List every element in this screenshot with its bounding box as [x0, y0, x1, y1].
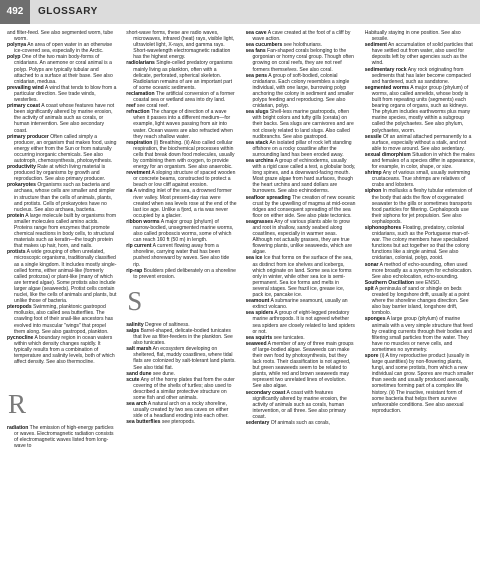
glossary-entry [7, 249, 117, 305]
glossary-definition: An accumulation of solid particles that have settled out from water, also used for deposits left by other agencies such as the wind. [371, 42, 473, 67]
section-letter-heading: S [127, 285, 143, 316]
glossary-term: sponges [364, 316, 386, 323]
glossary-entry [126, 188, 237, 219]
column-2 [126, 30, 236, 570]
glossary-entry [364, 151, 475, 171]
glossary-entry [364, 66, 475, 85]
glossary-entry [364, 42, 475, 67]
glossary-term: segmented worms [364, 84, 410, 91]
glossary-term: spit [364, 285, 374, 292]
glossary-entry [245, 139, 356, 158]
glossary-term: seamount [245, 298, 270, 305]
glossary-body [7, 30, 475, 570]
glossary-term: polynya [7, 42, 27, 49]
glossary-definition: A major group (phylum) of narrow-bodied, unsegmented marine worms, also called proboscis worms, some of which can reach 160 ft (50 m) in length. [133, 218, 234, 244]
glossary-definition: A large molecule built by organisms from smaller molecules called amino acids. Proteins range from enzymes that promote chemical reactions in body cells, to structural materials such as keratin—the tough protein that makes up hair, horn, and nails. [14, 212, 117, 250]
glossary-term: seagrasses [245, 218, 274, 225]
glossary-definition: A winding inlet of the sea, a drowned former river valley. Most present-day rias were created when sea levels rose at the end of the last ice age. Unlike a fjord, a ria was never occupied by a glacier. [133, 188, 237, 219]
glossary-entry [126, 243, 236, 268]
glossary-term: respiration [126, 139, 153, 146]
glossary-term: sea fans [245, 48, 266, 55]
glossary-term: sea spiders [245, 310, 274, 317]
glossary-definition: Often called simply a producer, an organism that makes food, using energy either from the Sun or from naturally occurring inorganic chemicals. See also autotroph, chemosynthesis, photosynthesis. [14, 133, 117, 164]
glossary-entry [7, 164, 117, 183]
glossary-definition: and filter-feed. See also segmented worm, tube worm. [7, 30, 114, 43]
glossary-term: siphon [364, 188, 382, 195]
glossary-entry [245, 298, 356, 311]
glossary-entry [126, 60, 236, 91]
glossary-definition: Shell-less marine gastropods, often with bright colors and tufty gills (cerata) on their backs. Sea slugs are carnivores and are not closely related to land slugs. Also called nudibranchs. See also gastropod. [252, 109, 354, 140]
glossary-definition: A wide grouping of often unrelated, microscopic organisms, traditionally classified as a single kingdom. It includes mostly single-celled forms, either animal-like (formerly called protozoa) or plant-like (many of which are termed algae). Some protists also include larger algae (seaweeds). Protist cells contain nuclei, like the cells of animals and plants, but unlike those of bacteria. [14, 249, 117, 305]
glossary-entry [7, 212, 117, 250]
glossary-definition: One of the two main body-forms of cnidarians. An anemone or coral animal is a polyp. Polyps are typically tubular and attached to a surface at their base. See also cnidarian, medusa. [14, 54, 113, 85]
glossary-term: sea cave [245, 30, 267, 36]
glossary-definition: In mollusks a fleshy tubular extension of the body that aids the flow of oxygenated seawater to the gills or sometimes transports food particles for filtering. Cephalopods use their siphons for jet propulsion. See also cephalopods. [371, 188, 473, 225]
glossary-entry [245, 48, 356, 73]
glossary-entry [7, 103, 117, 134]
glossary-definition: A group of soft-bodied, colonial cnidarians. Each colony resembles a single individual, with one large, burrowing polyp anchoring the colony in sediment and smaller polyps feeding and reproducing. See also cnidarian, polyp. [252, 72, 354, 110]
glossary-definition: A method of echo-sounding, often used more broadly as a synonym for echolocation. See also echolocation, echo-sounding. [371, 261, 473, 280]
glossary-term: primary coast [7, 103, 41, 110]
glossary-term: protists [7, 249, 26, 256]
column-1 [7, 30, 117, 570]
glossary-definition: A natural arch on a rocky shoreline, usually created by two sea caves on either side of a headland eroding into each other. [133, 401, 229, 420]
glossary-term: reclamation [126, 90, 155, 97]
glossary-definition: Fan-shaped corals belonging to the gorgonian or horny coral group. Though often growing on coral reefs, they are not reef formers themselves. See also coral. [252, 48, 354, 73]
glossary-entry [245, 340, 356, 390]
glossary-term: protein [7, 212, 25, 219]
glossary-entry [364, 316, 475, 353]
glossary-definition: A major group (phylum) of worms, also called annelids, whose body is built from repeating units (segments) each bearing organs of organs, such as kidneys. The phylum includes earthworms plus many marine species, mostly within a subgroup called the polychaetes. See also phylum, polychaetes, worm. [371, 84, 471, 134]
glossary-definition: A wind that tends to blow from a particular direction. See trade winds, westerlies. [14, 84, 117, 104]
glossary-term: revetment [126, 170, 151, 177]
glossary-term: productivity [7, 164, 36, 171]
glossary-entry [364, 285, 475, 317]
glossary-definition: see pteropods. [161, 419, 196, 426]
glossary-entry [126, 401, 236, 420]
glossary-term: spore [364, 352, 379, 359]
glossary-definition: see holothurians. [283, 42, 323, 49]
glossary-term: rip-rap [126, 267, 143, 274]
column-4 [365, 30, 475, 570]
glossary-term: shrimp [364, 170, 382, 177]
glossary-definition: Floating, predatory, colonial cnidarians, such as the Portuguese man-of-war. The colony members have specialized functions but act together so that the colony functions like a single animal. See also cnidarian, colonial, polyp, zooid. [371, 225, 470, 262]
glossary-entry [126, 90, 236, 104]
glossary-entry [245, 194, 356, 219]
glossary-term: salps [126, 327, 140, 334]
glossary-term: Southern Oscillation [364, 279, 415, 286]
glossary-definition: Rate at which living material is produced by organisms by growth and reproduction. See also primary producer. [14, 164, 106, 183]
glossary-term: salt marsh [126, 346, 152, 353]
glossary-definition: A large group (phylum) of marine animals with a very simple structure that feed by creating currents through their bodies and filtering small particles from the water. They have no muscles or nerve cells, and sometimes no symmetry. [371, 316, 473, 353]
glossary-term: sea cucumbers [245, 42, 283, 49]
glossary-definition: (i) Breathing. (ii) Also called cellular respiration, the biochemical processes within cells that break down food molecules, usually by combining them with oxygen, to provide energy for an organism. See also anaerobic. [133, 139, 235, 171]
glossary-definition: A peninsula of sand or shingle on beds created by longshore drift, usually at a point where the shoreline changes direction. See also bay barrier island, longshore drift, tombolo. [371, 285, 470, 317]
page-header [0, 0, 480, 24]
glossary-definition: The emission of high-energy particles or waves. Electromagnetic radiation consists of electromagnetic waves listed from long-wave to [14, 425, 114, 450]
glossary-definition: An isolated pillar of rock left standing offshore on a rocky coastline after the surrounding land has been eroded away. [252, 139, 352, 158]
glossary-term: radiation [7, 425, 29, 432]
glossary-definition: An area of open water in an otherwise ice-covered sea, especially in the Arctic. [14, 42, 113, 55]
section-letter-heading: R [8, 389, 27, 420]
glossary-entry [364, 225, 475, 262]
glossary-term: sexual dimorphism [364, 151, 411, 158]
glossary-definition: Degree of saltiness. [145, 321, 190, 328]
glossary-definition: An ecosystem developing on sheltered, flat, muddy coastlines, where tidal flats are colonized by salt-tolerant land plants. See also tidal flat. [133, 346, 236, 371]
glossary-entry [364, 170, 475, 189]
glossary-definition: Barrel-shaped, delicate-bodied tunicates that live as filter-feeders in the plankton. See also tunicates. [133, 327, 233, 347]
page-number: 492 [0, 0, 30, 24]
glossary-definition: A member of any of three main groups of large-bodied algae. Seaweeds can make their own food by photosynthesis, but they lack roots. Their classification is not agreed, but green seaweeds seem to be related to plants, while red and brown seaweeds may represent two unrelated lines of evolution. See also algae. [252, 340, 354, 390]
glossary-definition: Of an animal attached permanently to a surface, especially without a stalk, and not able to move around. See also sedentary. [371, 133, 472, 152]
glossary-term: sea butterflies [126, 419, 161, 426]
glossary-term: sea slugs [245, 109, 269, 116]
glossary-term: pteropods [7, 304, 32, 311]
glossary-entry [7, 304, 117, 335]
glossary-entry [126, 419, 236, 426]
glossary-entry [245, 310, 356, 335]
glossary-entry [126, 327, 236, 347]
glossary-entry-continued [126, 30, 236, 61]
glossary-term: secondary coast [245, 389, 286, 396]
glossary-term: pycnocline [7, 334, 34, 341]
glossary-term: salinity [126, 321, 144, 328]
glossary-definition: The creation of new oceanic crust by the upwelling of magma at mid-ocean ridges and consequent spreading of the sea floor on either side. See also plate tectonics. [252, 194, 356, 219]
glossary-definition: A sloping structure of spaced wooden or concrete beams, constructed to protect a beach or low cliff against erosion. [133, 170, 236, 189]
glossary-entry [245, 420, 356, 426]
glossary-definition: Any of various small, usually swimming crustaceans. True shrimps are relatives of crabs and lobsters. [371, 170, 471, 189]
glossary-entry [7, 133, 117, 164]
glossary-entry [364, 84, 475, 134]
glossary-definition: The change of direction of a wave when it passes into a different medium—for example, light waves passing from air into water. Ocean waves are also refracted when they reach shallow water. [133, 109, 233, 140]
glossary-term: prokaryotes [7, 182, 36, 189]
glossary-definition: Any of the horny plates that form the outer covering of the shells of turtles; also used to described a similar protective structure on some fish and other animals. [133, 376, 235, 401]
glossary-definition: Single-celled predatory organisms mainly living as plankton, often with a delicate, perforated, spherical skeleton. Radiolarian remains of are an important part of some oceanic sediments. [133, 60, 233, 91]
glossary-entry [126, 267, 236, 280]
glossary-definition: A current flowing away from a shoreline, carrying water that has been pushed shoreward by waves. See also tide rip. [133, 243, 230, 268]
glossary-entry [245, 30, 356, 43]
glossary-definition: A coast whose features have not been significantly altered by marine erosion, the activity of animals such as corals, or human intervention. See also secondary coast. [14, 103, 115, 134]
glossary-term: reef [126, 103, 136, 110]
glossary-term: seaweed [245, 340, 267, 347]
glossary-term: sea pens [245, 72, 268, 79]
glossary-definition: A cave created at the foot of a cliff by wave action. [252, 30, 351, 43]
glossary-definition: A submarine seamount, usually an extinct volcano. [252, 298, 348, 311]
glossary-definition: Of animals such as corals, [270, 420, 330, 426]
glossary-definition: see tunicates. [273, 334, 305, 341]
glossary-term: sedimentary rock [364, 66, 407, 73]
glossary-term: polyp [7, 54, 21, 61]
glossary-definition: Organisms such as bacteria and archaea, whose cells are smaller and simpler in structure than the cells of animals, plants, and protists. Cells of prokaryotes have no nucleus. See also archaea, bacteria. [14, 182, 115, 213]
glossary-entry [7, 334, 117, 366]
glossary-definition: Swimming, planktonic gastropod mollusks, also called sea butterflies. The crawling foot of their snail-like ancestors has evolved into muscular "wings" that propel them along. See also gastropod, plankton. [14, 304, 114, 335]
glossary-entry [7, 425, 117, 450]
glossary-entry [126, 139, 236, 171]
glossary-definition: short-wave forms, these are radio waves, microwaves, infrared (heat) rays, visible light, ultraviolet light, X-rays, and gamma rays. Short-wavelength electromagnetic radiation has the highest energy. [126, 30, 235, 61]
glossary-entry [7, 182, 117, 213]
glossary-term: sea squirts [245, 334, 273, 341]
glossary-definition: see dune. [152, 370, 176, 377]
glossary-term: sea ice [245, 255, 263, 262]
glossary-term: sea stack [245, 139, 269, 146]
glossary-entry [126, 170, 236, 189]
glossary-entry-continued [364, 30, 475, 43]
glossary-term: primary producer [7, 133, 49, 140]
glossary-term: refraction [126, 109, 150, 116]
glossary-term: sediment [364, 42, 387, 49]
glossary-entry [126, 218, 236, 244]
glossary-term: radiolarians [126, 60, 155, 67]
glossary-definition: Boulders piled deliberately on a shoreline to prevent erosion. [133, 267, 236, 280]
glossary-term: sea urchins [245, 157, 274, 164]
glossary-entry [126, 376, 236, 401]
column-3 [246, 30, 356, 570]
glossary-entry [245, 72, 356, 110]
glossary-entry-continued [7, 30, 117, 43]
glossary-entry [364, 261, 475, 280]
glossary-definition: A coast with features significantly altered by marine erosion, the activity of animals such as corals, human intervention, or all three. See also primary coast. [252, 389, 347, 420]
glossary-entry [7, 84, 117, 104]
glossary-term: sonar [364, 261, 379, 268]
glossary-definition: A group of echinoderms, usually with a rigid case called a test, a globular body, long spines, and a downward-facing mouth. Most graze algae from hard surfaces, though the heart urchins and sand dollars are burrowers. See also echinoderms. [252, 157, 356, 195]
glossary-definition: The artificial conversion of a former coastal sea or wetland area into dry land. [133, 90, 235, 104]
glossary-term: rip current [126, 243, 152, 250]
glossary-definition: A group of eight-legged predatory marine arthropods. It is not agreed whether sea spiders are closely related to land spiders or not. [252, 310, 355, 335]
glossary-definition: Habitually staying in one position. See also sessile. [364, 30, 461, 43]
glossary-term: seafloor spreading [245, 194, 291, 201]
glossary-definition: Any rock originating from sediments that has later become compacted and hardened, such as sandstone. [371, 66, 471, 85]
glossary-definition: Situation in which the males and females of a species differ in appearance, for example, in color, shape, or size. [371, 151, 475, 171]
glossary-definition: Ice that forms on the surface of the sea, as distinct from ice shelves and icebergs, which originate on land. Some sea ice forms only in winter, while other sea ice is semi-permanent. Sea ice forms and melts in several stages. See frazil ice, grease ice, pack ice, pancake ice. [252, 255, 353, 299]
glossary-term: siphonophores [364, 225, 402, 231]
glossary-term: ribbon worms [126, 218, 160, 225]
glossary-definition: see ENSO. [415, 279, 441, 286]
glossary-entry [7, 42, 117, 55]
glossary-entry [364, 188, 475, 225]
glossary-term: scute [126, 376, 140, 383]
glossary-term: sedentary [245, 420, 270, 426]
glossary-term: sea arch [126, 401, 147, 408]
glossary-entry [245, 157, 356, 195]
glossary-entry [245, 218, 356, 256]
glossary-definition: A boundary region in ocean waters within which density changes rapidly. It typically results from a combination of temperature and salinity levels, both of which affect density. See also thermocline. [14, 334, 115, 366]
glossary-term: prevailing wind [7, 84, 44, 91]
glossary-entry [245, 109, 356, 140]
glossary-entry [126, 346, 236, 371]
glossary-definition: (i) A tiny reproductive product (usually in large quantities) by non-flowering plants, fungi, and some protists, from which a new individual can grow. Spores are much smaller than seeds and usually produced asexually, sometimes forming part of a complex life history. (ii) The inactive, resistant form of some bacteria that helps them survive unfavorable conditions. See also asexual reproduction. [371, 352, 474, 414]
glossary-entry [7, 54, 117, 85]
glossary-definition: see coral reef. [136, 103, 169, 110]
glossary-entry [126, 109, 236, 140]
glossary-definition: Any of various plants able to grow and root in shallow, sandy seabed along coastlines, especially in warmer seas. Although not actually grasses, they are true flowering plants, unlike seaweeds, which are algae. [252, 218, 353, 256]
glossary-term: ria [126, 188, 133, 195]
glossary-entry [364, 133, 475, 152]
glossary-entry [245, 255, 356, 299]
glossary-entry [245, 389, 356, 420]
running-head: GLOSSARY [38, 6, 98, 17]
glossary-term: sand dune [126, 370, 152, 377]
glossary-term: sessile [364, 133, 382, 140]
glossary-entry [364, 352, 475, 414]
